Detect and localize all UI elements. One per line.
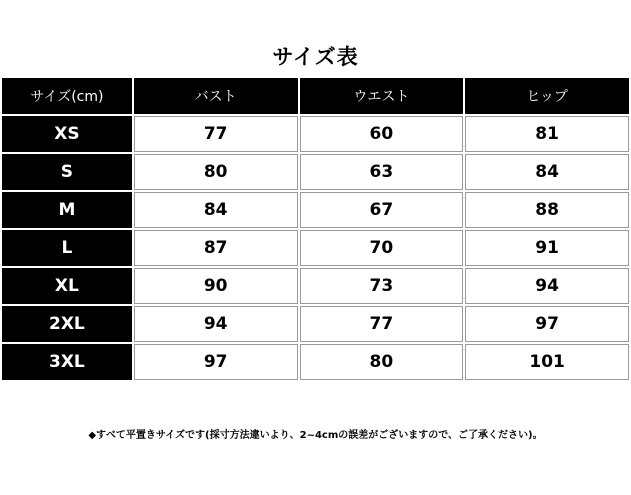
- waist-value: 70: [300, 230, 464, 266]
- header-size: サイズ(cm): [2, 78, 132, 114]
- bust-value: 87: [134, 230, 298, 266]
- waist-value: 60: [300, 116, 464, 152]
- measurement-note: ◆すべて平置きサイズです(採寸方法違いより、2~4cmの誤差がございますので、ご了承ください)。: [88, 430, 543, 441]
- bust-value: 94: [134, 306, 298, 342]
- table-row: [2, 344, 629, 380]
- hip-value: 94: [465, 268, 629, 304]
- table-row: [2, 230, 629, 266]
- size-label: L: [2, 230, 132, 266]
- size-label: 2XL: [2, 306, 132, 342]
- waist-value: 77: [300, 306, 464, 342]
- header-hip: ヒップ: [465, 78, 629, 114]
- size-label: M: [2, 192, 132, 228]
- waist-value: 80: [300, 344, 464, 380]
- header-bust: バスト: [134, 78, 298, 114]
- table-row: [2, 306, 629, 342]
- table-row: [2, 154, 629, 190]
- hip-value: 84: [465, 154, 629, 190]
- size-chart-title: サイズ表: [272, 45, 359, 69]
- hip-value: 101: [465, 344, 629, 380]
- table-row: [2, 192, 629, 228]
- hip-value: 81: [465, 116, 629, 152]
- size-label: XS: [2, 116, 132, 152]
- hip-value: 91: [465, 230, 629, 266]
- size-label: 3XL: [2, 344, 132, 380]
- size-label: XL: [2, 268, 132, 304]
- hip-value: 97: [465, 306, 629, 342]
- waist-value: 63: [300, 154, 464, 190]
- waist-value: 73: [300, 268, 464, 304]
- bust-value: 80: [134, 154, 298, 190]
- waist-value: 67: [300, 192, 464, 228]
- table-row: [2, 268, 629, 304]
- bust-value: 84: [134, 192, 298, 228]
- table-header-row: [2, 78, 629, 114]
- hip-value: 88: [465, 192, 629, 228]
- size-table: [0, 76, 631, 382]
- bust-value: 77: [134, 116, 298, 152]
- bust-value: 90: [134, 268, 298, 304]
- header-waist: ウエスト: [300, 78, 464, 114]
- bust-value: 97: [134, 344, 298, 380]
- table-row: [2, 116, 629, 152]
- size-label: S: [2, 154, 132, 190]
